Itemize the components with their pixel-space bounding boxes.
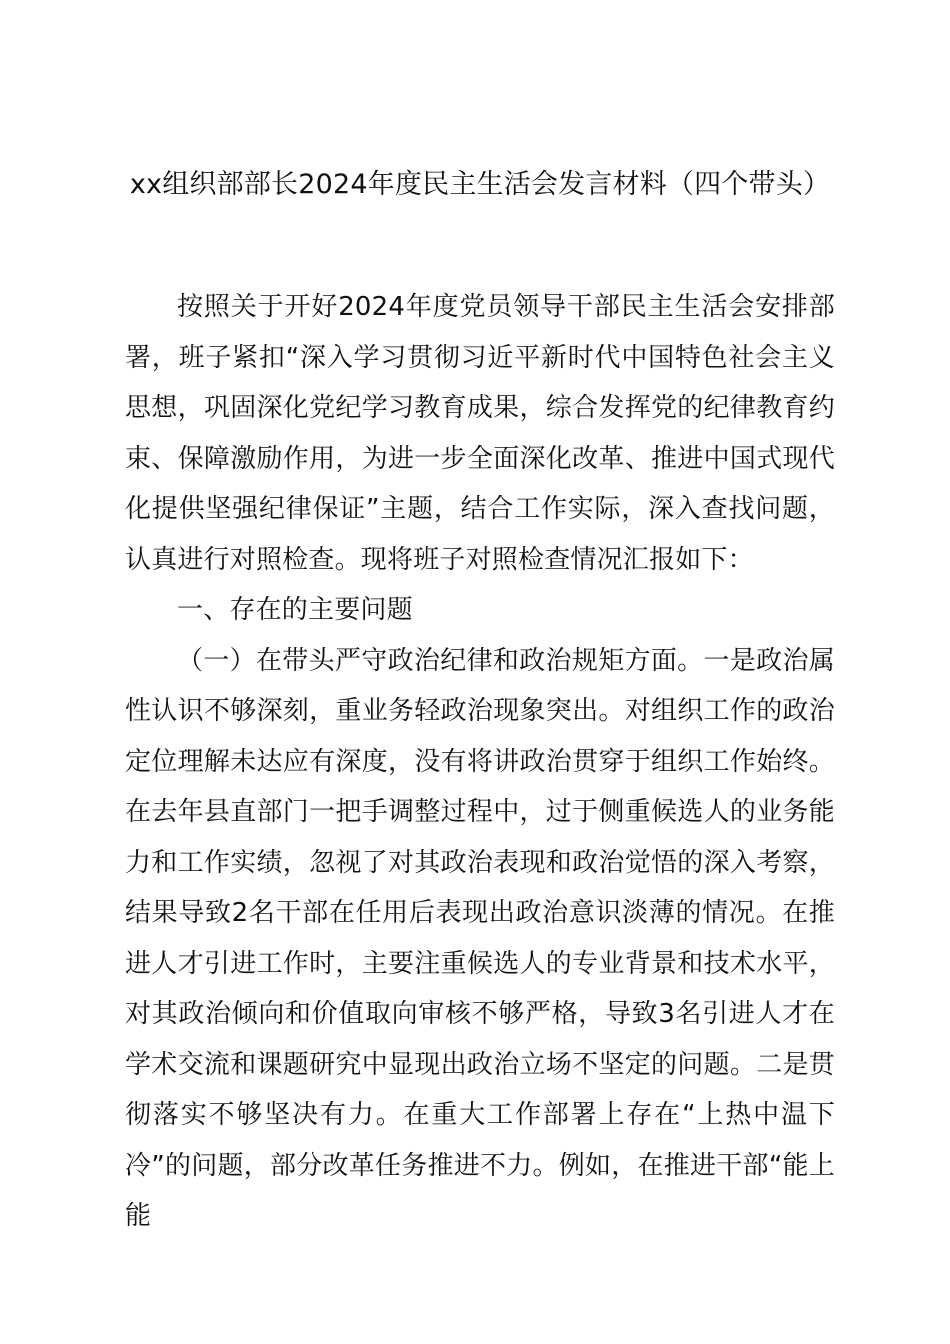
section-heading: 一、存在的主要问题 <box>177 595 413 625</box>
intro-paragraph: 按照关于开好2024年度党员领导干部民主生活会安排部署，班子紧扣“深入学习贯彻习近平新时代中国特色社会主义思想，巩固深化党纪学习教育成果，综合发挥党的纪律教育约束、保障激励作用，为进一步全面深化改革、推进中国式现代化提供坚强纪律保证”主题，结合工作实际，深入查找问题，认真进行对照检查。现将班子对照检查情况汇报如下： <box>125 292 835 575</box>
document-body <box>125 282 835 1242</box>
document-title: xx组织部部长2024年度民主生活会发言材料（四个带头） <box>129 169 831 200</box>
subsection-paragraph: （一）在带头严守政治纪律和政治规矩方面。一是政治属性认识不够深刻，重业务轻政治现象突出。对组织工作的政治定位理解未达应有深度，没有将讲政治贯穿于组织工作始终。在去年县直部门一把手调整过程中，过于侧重候选人的业务能力和工作实绩，忽视了对其政治表现和政治觉悟的深入考察，结果导致2名干部在任用后表现出政治意识淡薄的情况。在推进人才引进工作时，主要注重候选人的专业背景和技术水平，对其政治倾向和价值取向审核不够严格，导致3名引进人才在学术交流和课题研究中显现出政治立场不坚定的问题。二是贯彻落实不够坚决有力。在重大工作部署上存在“上热中温下冷”的问题，部分改革任务推进不力。例如，在推进干部“能上能 <box>125 645 835 1231</box>
